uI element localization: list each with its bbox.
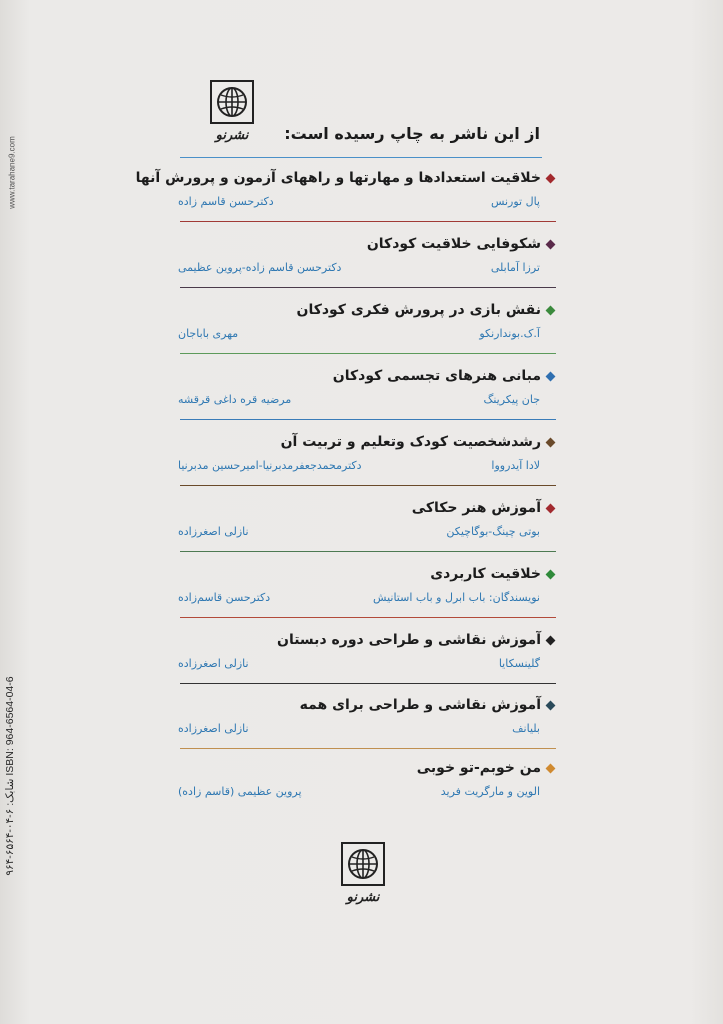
publisher-logo-top <box>210 80 254 143</box>
book-translator: دکترمحمدجعفرمدبرنیا-امیرحسین مدبرنیا <box>178 459 362 472</box>
book-translator: دکترحسن قاسم‌زاده <box>178 591 271 604</box>
book-translator: دکترحسن قاسم زاده <box>178 195 274 208</box>
diamond-bullet-icon <box>546 700 556 710</box>
diamond-bullet-icon <box>546 569 556 579</box>
book-translator: مهری باباجان <box>178 327 239 340</box>
book-author: لادا آیدرووا <box>491 459 540 472</box>
book-title <box>300 697 554 713</box>
book-title-text: خلاقیت کاربردی <box>430 566 541 582</box>
book-title-text: آموزش هنر حکاکی <box>411 500 541 516</box>
book-divider <box>180 221 556 222</box>
website-url: www.tarahane9.com <box>7 136 17 209</box>
book-translator: دکترحسن قاسم زاده-پروین عظیمی <box>178 261 342 274</box>
book-title-text: نقش بازی در پرورش فکری کودکان <box>296 302 541 318</box>
book-title <box>333 368 554 384</box>
book-title <box>412 500 554 516</box>
diamond-bullet-icon <box>546 371 556 381</box>
book-title <box>367 236 554 252</box>
book-author: بوتی چینگ-بوگاچیکن <box>446 525 540 538</box>
book-author: ترزا آمابلی <box>490 261 540 274</box>
diamond-bullet-icon <box>546 503 556 513</box>
heading-divider <box>180 157 542 158</box>
book-title-text: خلاقیت استعدادها و مهارتها و راههای آزمون و پرورش آنها <box>135 170 541 186</box>
page-heading: از این ناشر به چاپ رسیده است: <box>284 124 540 143</box>
book-translator: مرضیه قره داغی قرقشه <box>178 393 292 406</box>
book-translator: نازلی اصغرزاده <box>178 722 249 735</box>
book-author: نویسندگان: باب ابرل و باب استانیش <box>373 591 540 604</box>
book-divider <box>180 748 556 749</box>
book-author: آ.ک.بوندارنکو <box>479 327 540 340</box>
book-divider <box>180 419 556 420</box>
publisher-logo-bottom <box>341 842 385 905</box>
book-divider <box>180 287 556 288</box>
diamond-bullet-icon <box>546 763 556 773</box>
book-translator: نازلی اصغرزاده <box>178 525 249 538</box>
book-author: جان پیکرینگ <box>483 393 540 406</box>
book-title-text: مبانی هنرهای تجسمی کودکان <box>332 368 541 384</box>
diamond-bullet-icon <box>546 437 556 447</box>
book-title-text: شکوفایی خلاقیت کودکان <box>366 236 541 252</box>
book-divider <box>180 353 556 354</box>
book-translator: نازلی اصغرزاده <box>178 657 249 670</box>
book-title <box>430 566 554 582</box>
globe-icon <box>210 80 254 124</box>
book-author: الوین و مارگریت فرید <box>440 785 540 798</box>
book-author: گلینسکایا <box>498 657 540 670</box>
book-author: پال تورنس <box>490 195 540 208</box>
publisher-logo-text: نشرنو <box>346 890 380 905</box>
globe-icon <box>341 842 385 886</box>
book-translator: پروین عظیمی (قاسم زاده) <box>178 785 302 798</box>
diamond-bullet-icon <box>546 635 556 645</box>
book-title-text: آموزش نقاشی و طراحی برای همه <box>299 697 541 713</box>
book-title <box>297 302 555 318</box>
publisher-logo-text: نشرنو <box>215 128 249 143</box>
diamond-bullet-icon <box>546 239 556 249</box>
book-title <box>136 170 554 186</box>
book-divider <box>180 617 556 618</box>
book-title-text: آموزش نقاشی و طراحی دوره دبستان <box>277 632 541 648</box>
diamond-bullet-icon <box>546 173 556 183</box>
book-author: بلیانف <box>512 722 540 735</box>
book-title-text: رشدشخصیت کودک وتعلیم و تربیت آن <box>280 434 541 450</box>
book-title <box>277 632 554 648</box>
book-divider <box>180 683 556 684</box>
book-title <box>417 760 554 776</box>
isbn-text: شابک: ۶-۰۴-۶۵۶۴-۹۶۴ ISBN: 964-6564-04-6 <box>4 676 16 876</box>
book-divider <box>180 485 556 486</box>
book-title <box>281 434 554 450</box>
book-divider <box>180 551 556 552</box>
book-title-text: من خوبم-تو خوبی <box>416 760 541 776</box>
diamond-bullet-icon <box>546 305 556 315</box>
